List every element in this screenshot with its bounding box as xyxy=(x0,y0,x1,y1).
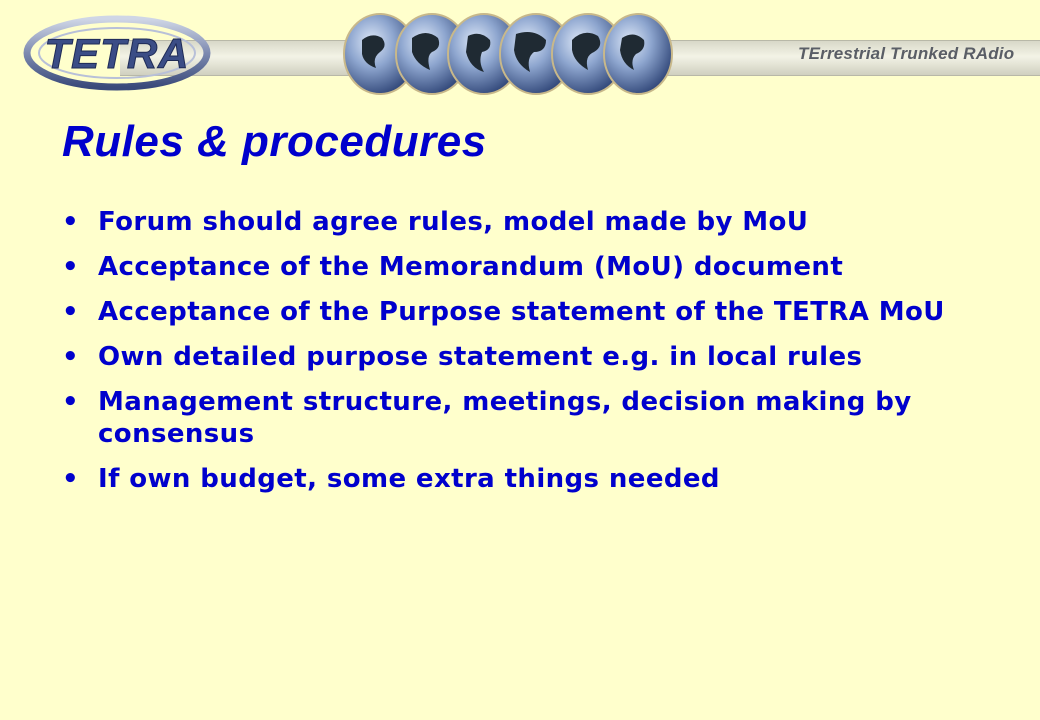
list-item xyxy=(62,251,1012,283)
bullet-icon: • xyxy=(62,252,80,282)
slide-title: Rules & procedures xyxy=(62,117,487,166)
svg-text:TETRA: TETRA xyxy=(44,30,190,77)
tetra-logo xyxy=(22,14,212,92)
bullet-icon: • xyxy=(62,207,80,237)
bullet-icon: • xyxy=(62,464,80,494)
tagline: TErrestrial Trunked RAdio xyxy=(798,44,1015,63)
bullet-text: If own budget, some extra things needed xyxy=(98,464,720,494)
list-item xyxy=(62,296,1012,328)
bullet-text: Acceptance of the Purpose statement of the TETRA MoU xyxy=(98,297,945,327)
bullet-text: Own detailed purpose statement e.g. in local rules xyxy=(98,342,863,372)
bullet-list xyxy=(62,206,1012,508)
bullet-icon: • xyxy=(62,387,80,417)
list-item xyxy=(62,386,1012,450)
globe-icon xyxy=(604,14,672,94)
bullet-icon: • xyxy=(62,297,80,327)
header-banner xyxy=(0,0,1040,110)
list-item xyxy=(62,341,1012,373)
list-item xyxy=(62,206,1012,238)
globes-graphic xyxy=(340,10,675,96)
bullet-text: Forum should agree rules, model made by MoU xyxy=(98,207,809,237)
bullet-text: Management structure, meetings, decision making by consensus xyxy=(98,387,912,449)
bullet-icon: • xyxy=(62,342,80,372)
bullet-text: Acceptance of the Memorandum (MoU) document xyxy=(98,252,844,282)
list-item xyxy=(62,463,1012,495)
